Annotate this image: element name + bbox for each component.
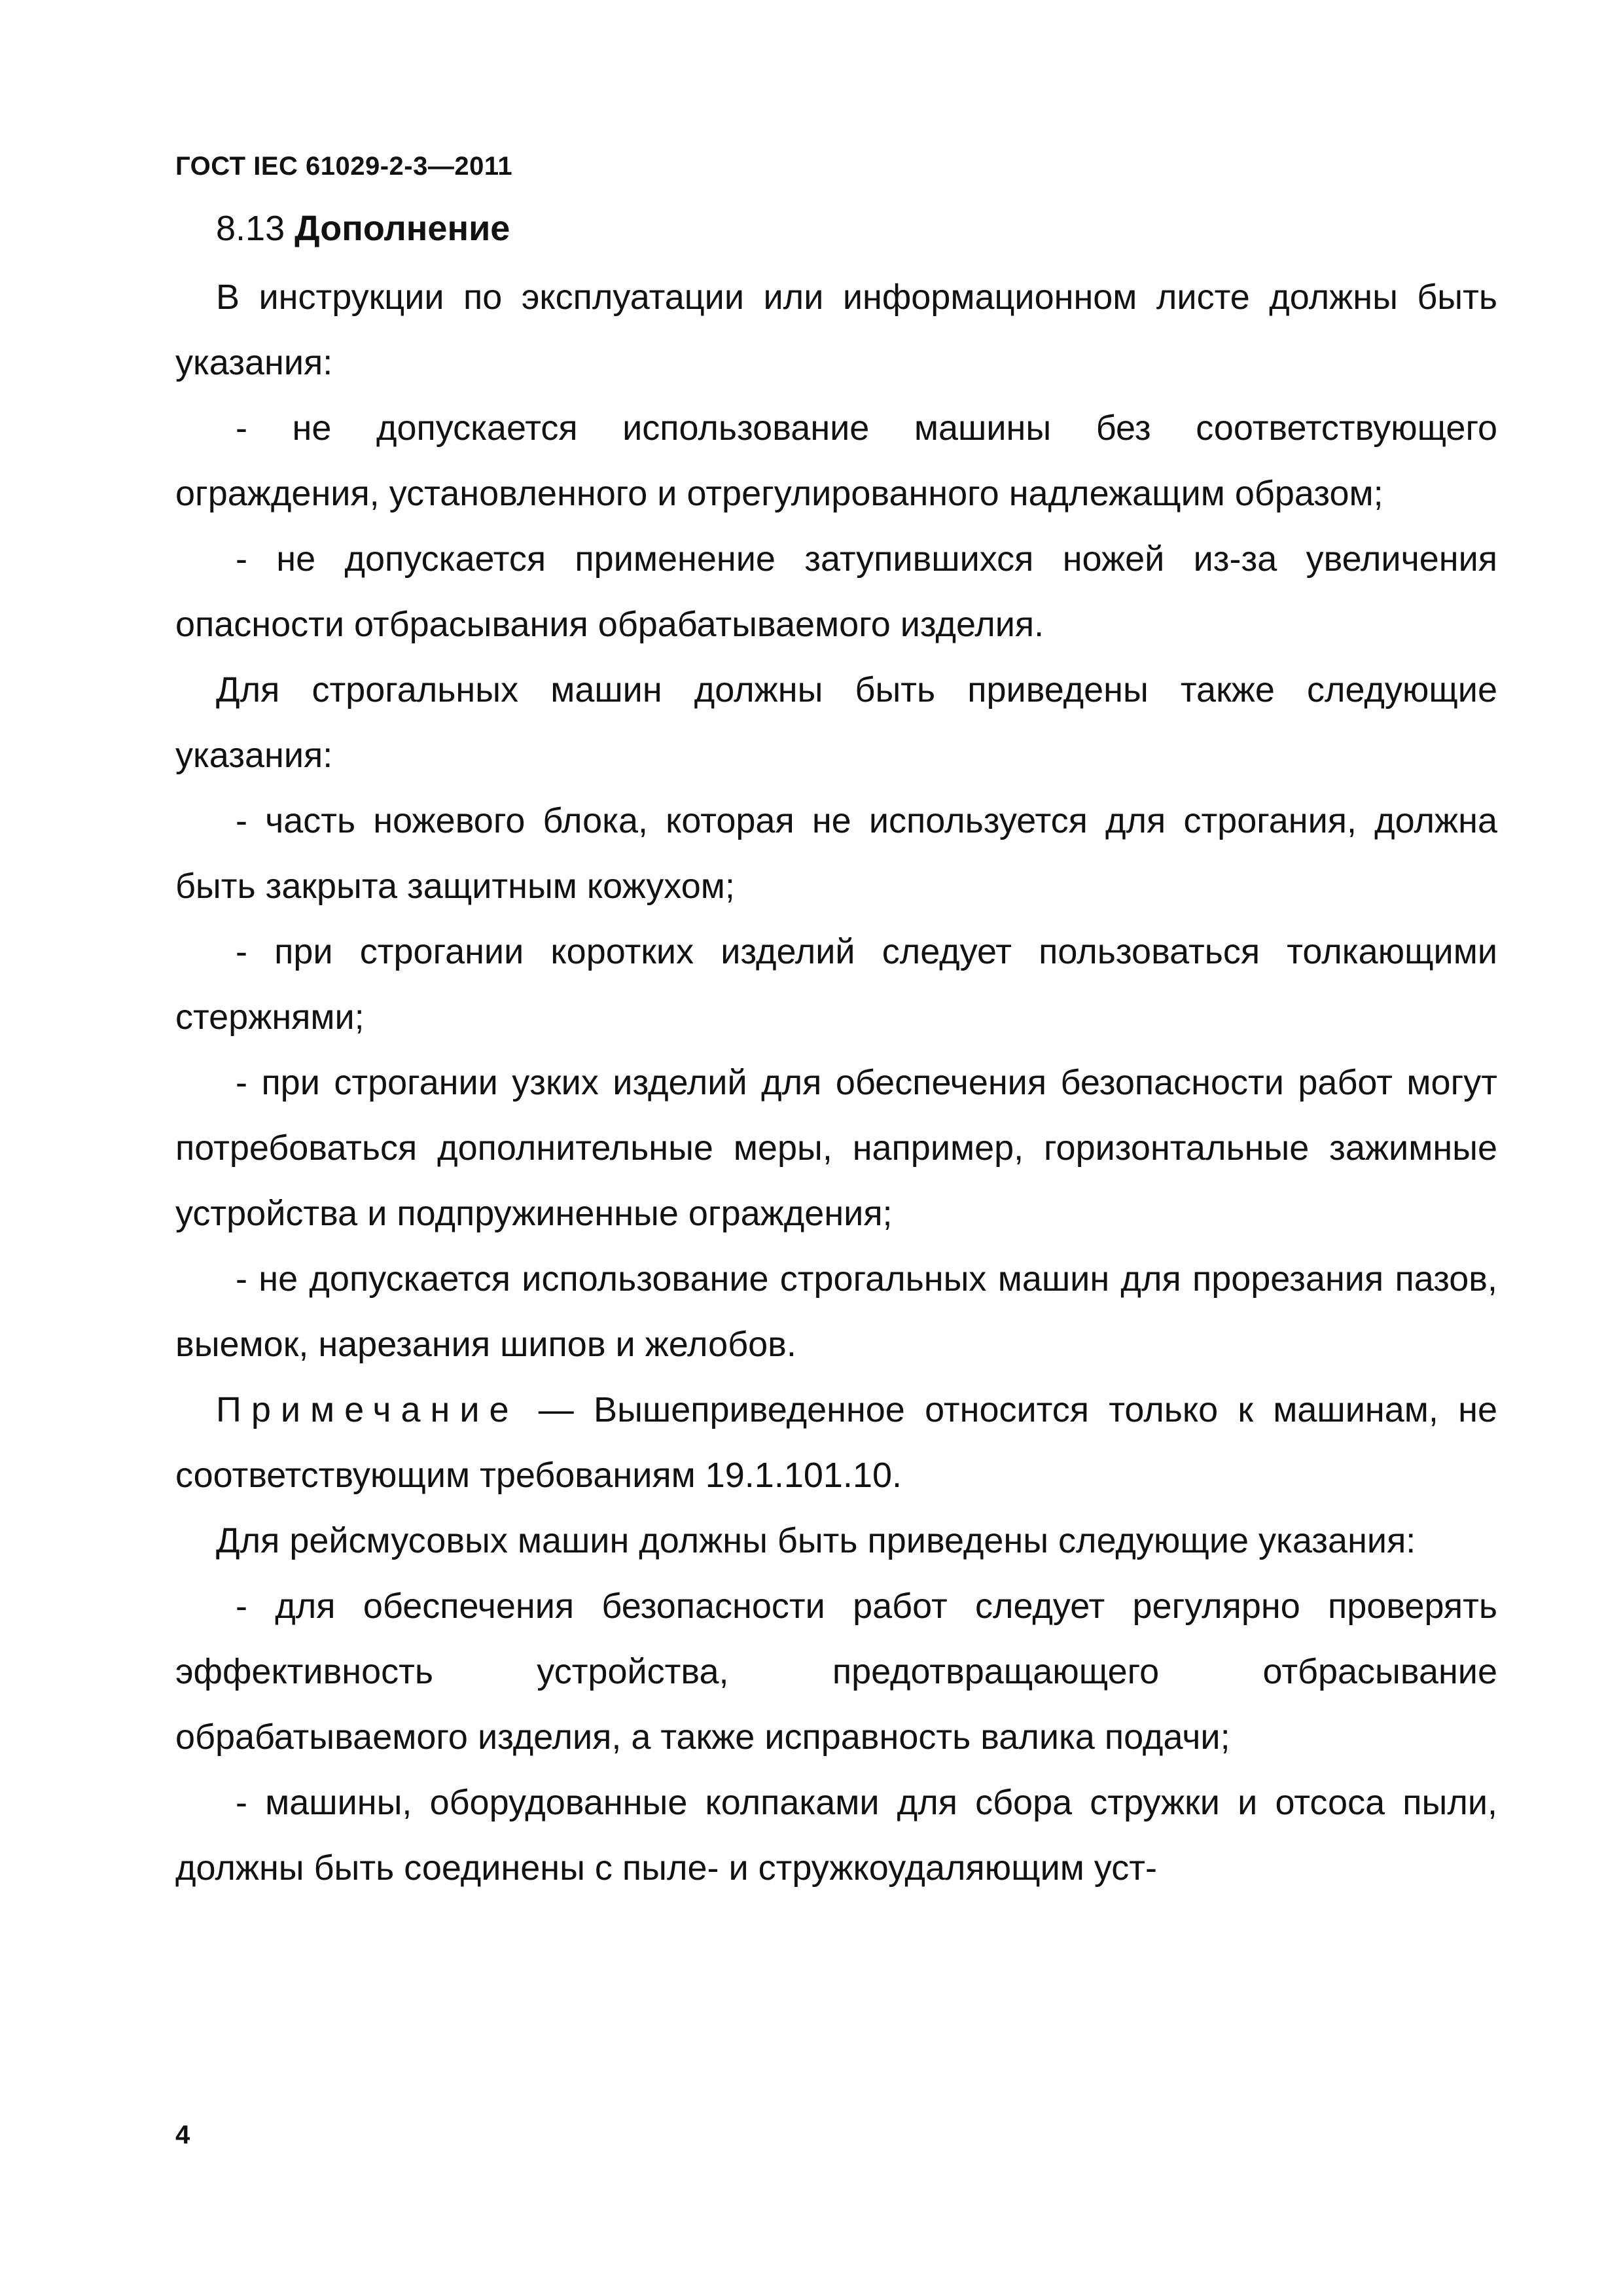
section-number: 8.13: [216, 209, 285, 248]
note: [175, 1377, 1497, 1508]
paragraph: Для строгальных машин должны быть приведены также следующие указания:: [175, 670, 1497, 775]
list-item: - не допускается применение затупившихся ножей из-за увеличения опасности отбрасывания обрабатываемого изделия.: [175, 539, 1497, 644]
note-label: Примечание: [216, 1390, 519, 1429]
section-heading: [216, 208, 510, 249]
list-item: - не допускается использование строгальных машин для прорезания пазов, выемок, нарезания шипов и желобов.: [175, 1259, 1497, 1364]
document-body: [175, 264, 1497, 1901]
paragraph: В инструкции по эксплуатации или информационном листе должны быть указания:: [175, 278, 1497, 382]
list-item: - при строгании узких изделий для обеспечения безопасности работ могут потребоваться дополнительные меры, например, горизонтальные зажимные устройства и подпружиненные ограждения;: [175, 1063, 1497, 1233]
list-item: - часть ножевого блока, которая не используется для строгания, должна быть закрыта защитным кожухом;: [175, 801, 1497, 906]
page-number: 4: [175, 2121, 190, 2149]
list-item: - машины, оборудованные колпаками для сбора стружки и отсоса пыли, должны быть соединены с пыле- и стружкоудаляющим уст-: [175, 1783, 1497, 1888]
document-header: ГОСТ IEC 61029-2-3—2011: [175, 152, 513, 181]
section-title: Дополнение: [294, 209, 510, 248]
list-item: - для обеспечения безопасности работ следует регулярно проверять эффективность устройства, предотвращающего отбрасывание обрабатываемого изделия, а также исправность валика подачи;: [175, 1587, 1497, 1757]
note-text: — Вышеприведенное относится только к машинам, не соответствующим требованиям 19.1.101.10.: [175, 1390, 1497, 1495]
paragraph: Для рейсмусовых машин должны быть приведены следующие указания:: [216, 1521, 1416, 1560]
list-item: - не допускается использование машины без соответствующего ограждения, установленного и отрегулированного надлежащим образом;: [175, 408, 1497, 513]
list-item: - при строгании коротких изделий следует пользоваться толкающими стержнями;: [175, 932, 1497, 1037]
